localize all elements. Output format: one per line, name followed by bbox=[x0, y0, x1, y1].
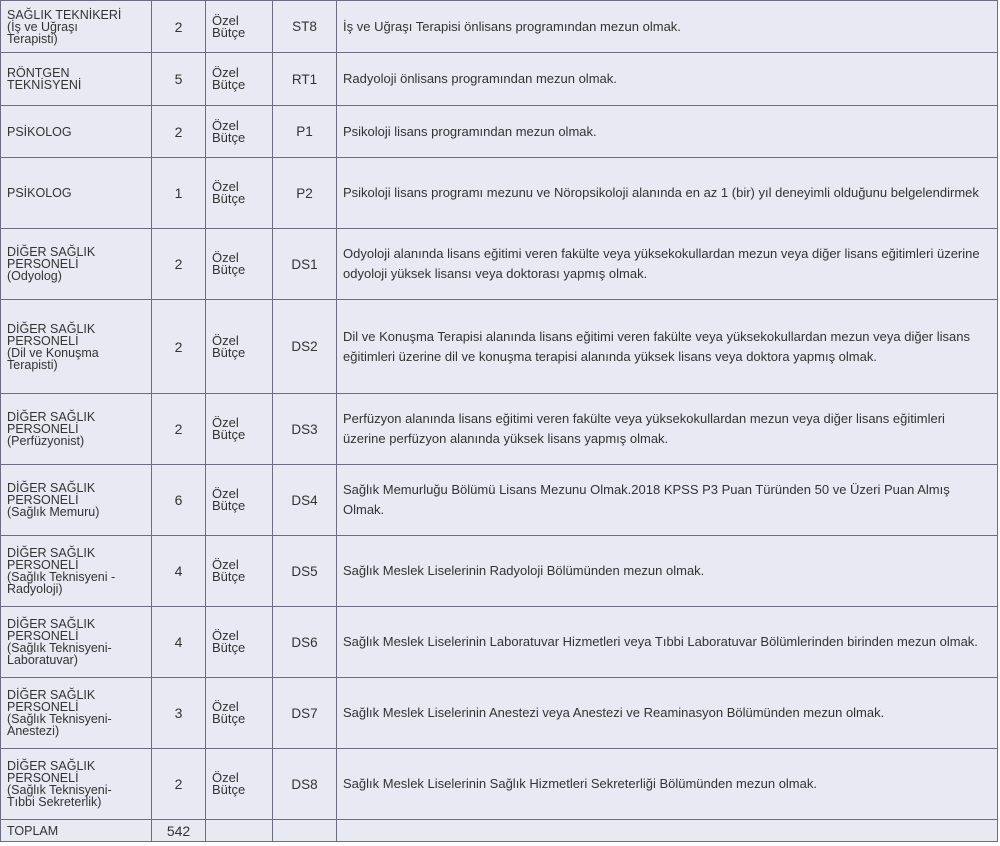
table-row bbox=[1, 229, 998, 300]
position-title: DİĞER SAĞLIK PERSONELİ (Sağlık Teknisyeni- Laboratuvar) bbox=[1, 607, 152, 678]
position-requirement: Radyoloji önlisans programından mezun olmak. bbox=[337, 53, 998, 106]
budget-type: Özel Bütçe bbox=[206, 394, 273, 465]
position-requirement: Sağlık Meslek Liselerinin Sağlık Hizmetleri Sekreterliği Bölümünden mezun olmak. bbox=[337, 749, 998, 820]
position-title: DİĞER SAĞLIK PERSONELİ (Odyolog) bbox=[1, 229, 152, 300]
positions-table-body bbox=[1, 1, 998, 820]
table-row bbox=[1, 158, 998, 229]
position-code: DS5 bbox=[273, 536, 337, 607]
total-empty-budget bbox=[206, 820, 273, 842]
position-code: ST8 bbox=[273, 1, 337, 53]
table-row bbox=[1, 678, 998, 749]
position-code: DS2 bbox=[273, 300, 337, 394]
position-requirement: Sağlık Meslek Liselerinin Laboratuvar Hizmetleri veya Tıbbi Laboratuvar Bölümlerinden birinden mezun olmak. bbox=[337, 607, 998, 678]
budget-type: Özel Bütçe bbox=[206, 53, 273, 106]
total-count: 542 bbox=[152, 820, 206, 842]
position-title: SAĞLIK TEKNİKERİ (İş ve Uğraşı Terapisti) bbox=[1, 1, 152, 53]
total-empty-code bbox=[273, 820, 337, 842]
budget-type: Özel Bütçe bbox=[206, 106, 273, 158]
position-count: 2 bbox=[152, 106, 206, 158]
total-empty-requirement bbox=[337, 820, 998, 842]
budget-type: Özel Bütçe bbox=[206, 536, 273, 607]
position-requirement: İş ve Uğraşı Terapisi önlisans programından mezun olmak. bbox=[337, 1, 998, 53]
position-title: DİĞER SAĞLIK PERSONELİ (Sağlık Teknisyeni- Tıbbi Sekreterlik) bbox=[1, 749, 152, 820]
position-code: DS3 bbox=[273, 394, 337, 465]
position-count: 1 bbox=[152, 158, 206, 229]
position-code: P1 bbox=[273, 106, 337, 158]
position-title: RÖNTGEN TEKNİSYENİ bbox=[1, 53, 152, 106]
position-requirement: Sağlık Meslek Liselerinin Anestezi veya Anestezi ve Reaminasyon Bölümünden mezun olmak. bbox=[337, 678, 998, 749]
position-code: P2 bbox=[273, 158, 337, 229]
total-label: TOPLAM bbox=[1, 820, 152, 842]
table-row bbox=[1, 394, 998, 465]
position-title: DİĞER SAĞLIK PERSONELİ (Sağlık Teknisyeni - Radyoloji) bbox=[1, 536, 152, 607]
budget-type: Özel Bütçe bbox=[206, 607, 273, 678]
position-requirement: Psikoloji lisans programından mezun olmak. bbox=[337, 106, 998, 158]
budget-type: Özel Bütçe bbox=[206, 229, 273, 300]
position-code: DS7 bbox=[273, 678, 337, 749]
total-row bbox=[1, 820, 998, 842]
position-count: 2 bbox=[152, 300, 206, 394]
position-requirement: Sağlık Meslek Liselerinin Radyoloji Bölümünden mezun olmak. bbox=[337, 536, 998, 607]
position-count: 6 bbox=[152, 465, 206, 536]
position-count: 3 bbox=[152, 678, 206, 749]
table-row bbox=[1, 300, 998, 394]
table-row bbox=[1, 749, 998, 820]
position-code: DS6 bbox=[273, 607, 337, 678]
table-row bbox=[1, 1, 998, 53]
budget-type: Özel Bütçe bbox=[206, 678, 273, 749]
position-count: 2 bbox=[152, 229, 206, 300]
position-requirement: Sağlık Memurluğu Bölümü Lisans Mezunu Olmak.2018 KPSS P3 Puan Türünden 50 ve Üzeri Puan Almış Olmak. bbox=[337, 465, 998, 536]
position-title: DİĞER SAĞLIK PERSONELİ (Perfüzyonist) bbox=[1, 394, 152, 465]
position-count: 4 bbox=[152, 536, 206, 607]
position-count: 2 bbox=[152, 1, 206, 53]
position-requirement: Dil ve Konuşma Terapisi alanında lisans eğitimi veren fakülte veya yüksekokullardan mezun veya diğer lisans eğitimleri üzerine dil ve konuşma terapisi alanında yüksek lisans veya doktora yapmış olmak. bbox=[337, 300, 998, 394]
table-row bbox=[1, 607, 998, 678]
position-count: 5 bbox=[152, 53, 206, 106]
position-count: 2 bbox=[152, 749, 206, 820]
position-code: DS4 bbox=[273, 465, 337, 536]
table-row bbox=[1, 53, 998, 106]
budget-type: Özel Bütçe bbox=[206, 300, 273, 394]
position-title: DİĞER SAĞLIK PERSONELİ (Sağlık Memuru) bbox=[1, 465, 152, 536]
position-code: DS8 bbox=[273, 749, 337, 820]
position-requirement: Perfüzyon alanında lisans eğitimi veren fakülte veya yüksekokullardan mezun veya diğer lisans eğitimleri üzerine perfüzyon alanında yüksek lisans yapmış olmak. bbox=[337, 394, 998, 465]
position-title: PSİKOLOG bbox=[1, 106, 152, 158]
budget-type: Özel Bütçe bbox=[206, 1, 273, 53]
position-count: 4 bbox=[152, 607, 206, 678]
position-title: PSİKOLOG bbox=[1, 158, 152, 229]
position-title: DİĞER SAĞLIK PERSONELİ (Dil ve Konuşma Terapisti) bbox=[1, 300, 152, 394]
position-requirement: Psikoloji lisans programı mezunu ve Nöropsikoloji alanında en az 1 (bir) yıl deneyimli olduğunu belgelendirmek bbox=[337, 158, 998, 229]
position-code: DS1 bbox=[273, 229, 337, 300]
position-requirement: Odyoloji alanında lisans eğitimi veren fakülte veya yüksekokullardan mezun veya diğer lisans eğitimleri üzerine odyoloji yüksek lisansı veya doktorası yapmış olmak. bbox=[337, 229, 998, 300]
budget-type: Özel Bütçe bbox=[206, 158, 273, 229]
table-row bbox=[1, 106, 998, 158]
position-code: RT1 bbox=[273, 53, 337, 106]
table-row bbox=[1, 536, 998, 607]
table-row bbox=[1, 465, 998, 536]
budget-type: Özel Bütçe bbox=[206, 749, 273, 820]
budget-type: Özel Bütçe bbox=[206, 465, 273, 536]
position-count: 2 bbox=[152, 394, 206, 465]
position-title: DİĞER SAĞLIK PERSONELİ (Sağlık Teknisyeni- Anestezi) bbox=[1, 678, 152, 749]
